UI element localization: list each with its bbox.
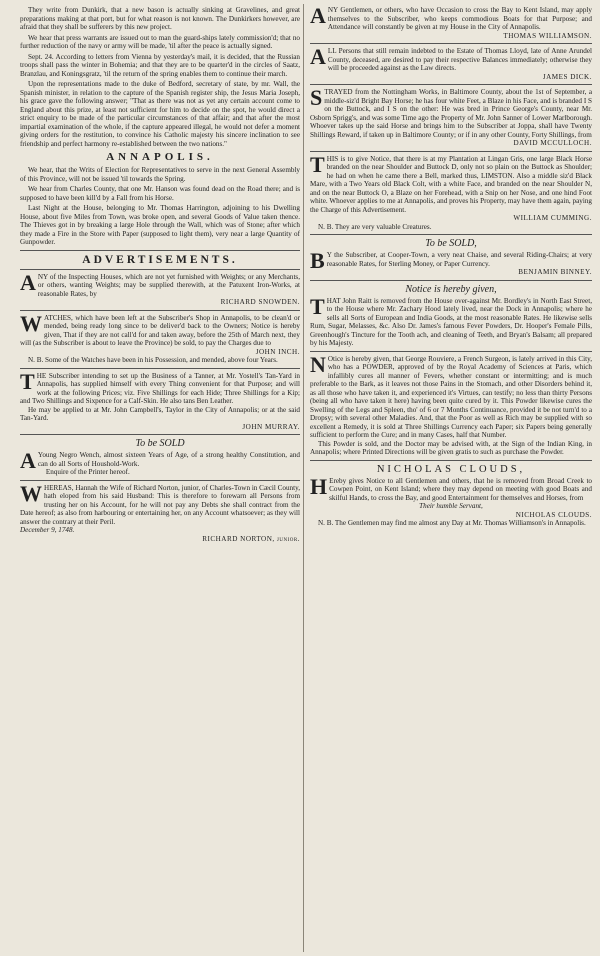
left-column	[20, 6, 300, 543]
ad-text: NY Gentlemen, or others, who have Occasion to cross the Bay to Kent Island, may apply themselves to the Subscriber, who keeps commodious Boats for that Purpose; and Attendance will constantly be given at my House in the City of Annapolis.	[327, 6, 592, 31]
ad-strayed	[310, 85, 592, 148]
rule	[310, 84, 592, 85]
ad-text: ATCHES, which have been left at the Subscriber's Shop in Annapolis, to be clean'd or mended, being ready long since to be deliver'd back to the Owners; Notice is hereby given, That if they are not call'd for and taken away, before the 25th of March next, they will (as the Subscriber is about to leave the Province) be sold, to pay the Charges due to	[20, 313, 300, 347]
advertisements-heading: ADVERTISEMENTS.	[82, 253, 238, 266]
ad-note: Enquire of the Printer hereof.	[45, 468, 130, 476]
news-paragraph: We hear, that the Writs of Election for Representatives to serve in the next General Assembly of this Province, will not be issued 'til towards the Spring.	[20, 166, 300, 183]
ad-text: Young Negro Wench, almost sixteen Years of Age, of a strong healthy Constitution, and can do all Sorts of Houshold-Work.	[37, 451, 300, 468]
news-paragraph: We hear from Charles County, that one Mr. Hanson was found dead on the Road there; and is supposed to have been kill'd by a Fall from his Horse.	[20, 185, 300, 202]
rule	[310, 234, 592, 235]
drop-cap: B	[310, 248, 325, 273]
ad-text: HIS is to give Notice, that there is at my Plantation at Lingan Gris, one large Black Horse branded on the near Shoulder and Buttock D, only not so plain on the Buttock as Shoulder; he had on when he came there a Bell, marked thus, LIMSTON. Also a middle siz'd Black Mare, with a Two Years old Black Colt, with a white Face, and branded on the near Shoulder N, and on the near Buttock O, a Blaze on her Forehead, with a Snip on her Nose, and one hind Foot white. Whoever applies to me at Annapolis, and proves his Property, may have them again, paying the Charge of this Advertisement.	[310, 154, 592, 214]
drop-cap: T	[310, 293, 325, 319]
ad-text: Y the Subscriber, at Cooper-Town, a very neat Chaise, and several Riding-Chairs; at very reasonable Rates, for Sterling Money, or Paper Currency.	[326, 251, 592, 268]
drop-cap: N	[310, 351, 326, 377]
ad-text: Otice is hereby given, that George Rouviere, a French Surgeon, is lately arrived in this City, who has a POWDER, approved of by the Royal Academy of Sciences at Paris, which infallibly cures all manner of Fevers, whether constant or intermitting; and is much preferable to the Bark, as it leaves not those Pains in the Stomach, and other Disorders behind it, as all those who have taken it, and experienced it's Virtues, can testify; no less than thirty Persons (being all who have taken it here) having been quite cured by it. This Powder likewise cures the Swelling of the Legs and Spleen, tho' of 6 or 7 Months Continuance, provided it be not turn'd to a Dropsy; with several other Maladies. And, that the Poor as well as Rich may be supplied with so excellent a Remedy, it is sold at Three Shillings Currency each Paper; six Papers being generally sufficient to perform the Cure; and in many Cases, half that Number.	[310, 354, 592, 439]
news-paragraph: We hear that press warrants are issued out to man the guard-ships lately commission'd; that no further reduction of the navy or army will be made, 'til after the peace is actually signed.	[20, 33, 300, 50]
ad-tanner	[20, 368, 300, 432]
ad-note: N. B. They are very valuable Creatures.	[318, 222, 432, 231]
news-paragraph: Sept. 24. According to letters from Vienna by yesterday's mail, it is decided, that the Russian troops shall pass the winter in Bohemia; and that they are to be quarter'd in the circles of Saatz, Branzlau, and Koningsgratz, 'til the return of the spring enables them to continue their march.	[20, 52, 300, 78]
ad-text: NY of the Inspecting Houses, which are not yet furnished with Weights; or any Merchants, or others, wanting Weights; may be supplied therewith, at the Patuxent Iron-Works, at reasonable Rates, by	[37, 272, 300, 298]
rule	[20, 480, 300, 481]
drop-cap: A	[310, 3, 326, 28]
drop-cap: A	[20, 448, 36, 473]
ad-text: LL Persons that still remain indebted to the Estate of Thomas Lloyd, late of Anne Arundel County, deceased, are desired to pay their respective Balances immediately; otherwise they will be proceeded against as the Law directs.	[327, 47, 592, 72]
ad-signature: RICHARD NORTON, junior.	[202, 534, 300, 543]
rule	[310, 151, 592, 152]
drop-cap: S	[310, 85, 323, 110]
drop-cap: W	[20, 480, 42, 506]
ad-date: December 9, 1748.	[20, 526, 75, 534]
rule	[310, 460, 592, 461]
ad-closing: Their humble Servant,	[419, 502, 483, 510]
rule	[310, 280, 592, 281]
right-column	[310, 3, 592, 528]
ad-norton	[20, 480, 300, 544]
drop-cap: H	[310, 473, 328, 499]
drop-cap: T	[310, 151, 325, 177]
ad-heading: To be SOLD,	[425, 238, 477, 249]
annapolis-heading: ANNAPOLIS.	[106, 151, 214, 163]
ad-signature: THOMAS WILLIAMSON.	[503, 31, 592, 40]
ad-watches	[20, 310, 300, 365]
ad-signature: JOHN MURRAY.	[242, 422, 300, 431]
ad-raitt	[310, 284, 592, 348]
ad-heading: NICHOLAS CLOUDS,	[376, 463, 526, 475]
rule	[310, 43, 592, 44]
ad-dick	[310, 44, 592, 81]
ad-signature: NICHOLAS CLOUDS.	[515, 510, 592, 519]
news-paragraph: Last Night at the House, belonging to Mr. Thomas Harrington, adjoining to his Dwelling House, about five Miles from Town, was broke open, and several Goods of Value taken thence. The Thieves got in by breaking a large Hole through the Wall, which was of Stone; after which they made a Fire in the Store with Paper (supposed to light them), very near a large Quantity of Gunpowder.	[20, 204, 300, 246]
ad-text: HAT John Raitt is removed from the House over-against Mr. Bordley's in North East Street, to the House where Mr. Zachary Hood lately lived, near the Dock in Annapolis; where he sells all Sorts of European and India Goods, at the most reasonable Rates. He likewise sells Rum, Sugar, Melasses, &c. Also Dr. James's famous Fever Powders, Dr. Hooper's Female Pills, Greenhough's Tincture for the Tooth ach, and cleaning of Teeth, and Bryan's Balsam; all prepared by his Majesty.	[310, 296, 592, 347]
ad-rouviere	[310, 351, 592, 457]
ad-text: Ereby gives Notice to all Gentlemen and others, that he is removed from Broad Creek to Cowpen Point, on Kent Island; where they may depend on meeting with good Boats and skilful Hands, to cross the Bay, and good Entertainment for themselves and Horses, from	[329, 476, 592, 502]
ad-heading: To be SOLD	[135, 438, 185, 449]
ad-text: This Powder is sold, and the Doctor may be advised with, at the Sign of the Indian King, in Annapolis; where Printed Directions will be given gratis to such as purchase the Powder.	[310, 439, 592, 456]
ad-signature: WILLIAM CUMMING.	[513, 214, 592, 222]
ad-binney	[310, 238, 592, 277]
ad-signature: JOHN INCH.	[255, 347, 300, 356]
column-divider	[303, 4, 304, 952]
ad-signature: RICHARD SNOWDEN.	[220, 298, 300, 306]
drop-cap: W	[20, 310, 42, 336]
drop-cap: T	[20, 368, 35, 394]
rule	[20, 310, 300, 311]
ad-signature: BENJAMIN BINNEY.	[518, 268, 592, 276]
ad-williamson	[310, 3, 592, 40]
rule	[20, 269, 300, 270]
ad-signature: DAVID MCCULLOCH.	[513, 139, 592, 147]
news-paragraph: Upon the representations made to the duke of Bedford, secretary of state, by mr. Wall, the Spanish minister, in relation to the capture of the Spanish register ship, the Jesus Maria Joseph, his grace gave the following answer; "That as there was not as yet any certain account come to England about this prize, at least not sufficient for him to decide on the spot, he would direct a strict enquiry to be made of the particular circumstances of that affair; and that after the most impartial examination of the whole, if the capture appeared illegal, he would not defer a moment giving orders for the restitution, to convince his Catholic majesty his sincere inclination to see friendship and perfect harmony re-established between the two nations."	[20, 80, 300, 148]
ad-note: N. B. The Gentlemen may find me almost any Day at Mr. Thomas Williamson's in Annapolis.	[318, 519, 586, 527]
ad-note: N. B. Some of the Watches have been in his Possession, and mended, above four Years.	[28, 356, 278, 364]
ad-text: He may be applied to at Mr. John Campbell's, Taylor in the City of Annapolis; or at the said Tan-Yard.	[20, 405, 300, 422]
ad-inspecting-houses	[20, 269, 300, 307]
rule	[20, 250, 300, 251]
ad-to-be-sold	[20, 438, 300, 477]
ad-signature: JAMES DICK.	[542, 72, 592, 81]
ad-clouds	[310, 464, 592, 528]
rule	[20, 434, 300, 435]
ad-text: TRAYED from the Nottingham Works, in Baltimore County, about the 1st of September, a middle-siz'd Bright Bay Horse; he has four white Feet, a Blaze in his Face, and is branded I S on the Buttock, and I S on the other: He was bred in Prince George's County, near Mr. Osborn Sprigg's, and was some Time ago the Property of Mr. John Sanner of Lower Marlborough. Whoever takes up the said Horse and brings him to the Subscriber at Joppa, shall have Twenty Shillings Reward, if taken up in Baltimore County; or if in any other County, Forty Shillings, from	[310, 88, 592, 139]
drop-cap: A	[310, 44, 326, 69]
rule	[310, 351, 592, 352]
rule	[20, 368, 300, 369]
ad-heading: Notice is hereby given,	[405, 283, 497, 295]
ad-text: HEREAS, Hannah the Wife of Richard Norton, junior, of Charles-Town in Cæcil County, hath eloped from his said Husband: This is therefore to forewarn all Persons from trusting her on his Account, for he will not pay any Debts she shall contract from the Date hereof; as also from harbouring or entertaining her, on any Account whatsoever; as they will answer the contrary at their Peril.	[20, 483, 300, 526]
drop-cap: A	[20, 269, 36, 295]
ad-text: HE Subscriber intending to set up the Business of a Tanner, at Mr. Yostell's Tan-Yard in Annapolis, has supplied himself with every Thing convenient for that Purpose; and will work at the following Prices; viz. Five Shillings for each Hide; Three Shillings for a Kip; and Two Shillings and Sixpence for a Calf-Skin. He also tans Ben Leather.	[20, 371, 300, 405]
news-paragraph: They write from Dunkirk, that a new bason is actually sinking at Gravelines, and great preparations making at that port, but for what reason is not known. The Dunkirkers however, are afraid that they shall be sufferers by this new project.	[20, 6, 300, 31]
ad-cumming	[310, 151, 592, 232]
